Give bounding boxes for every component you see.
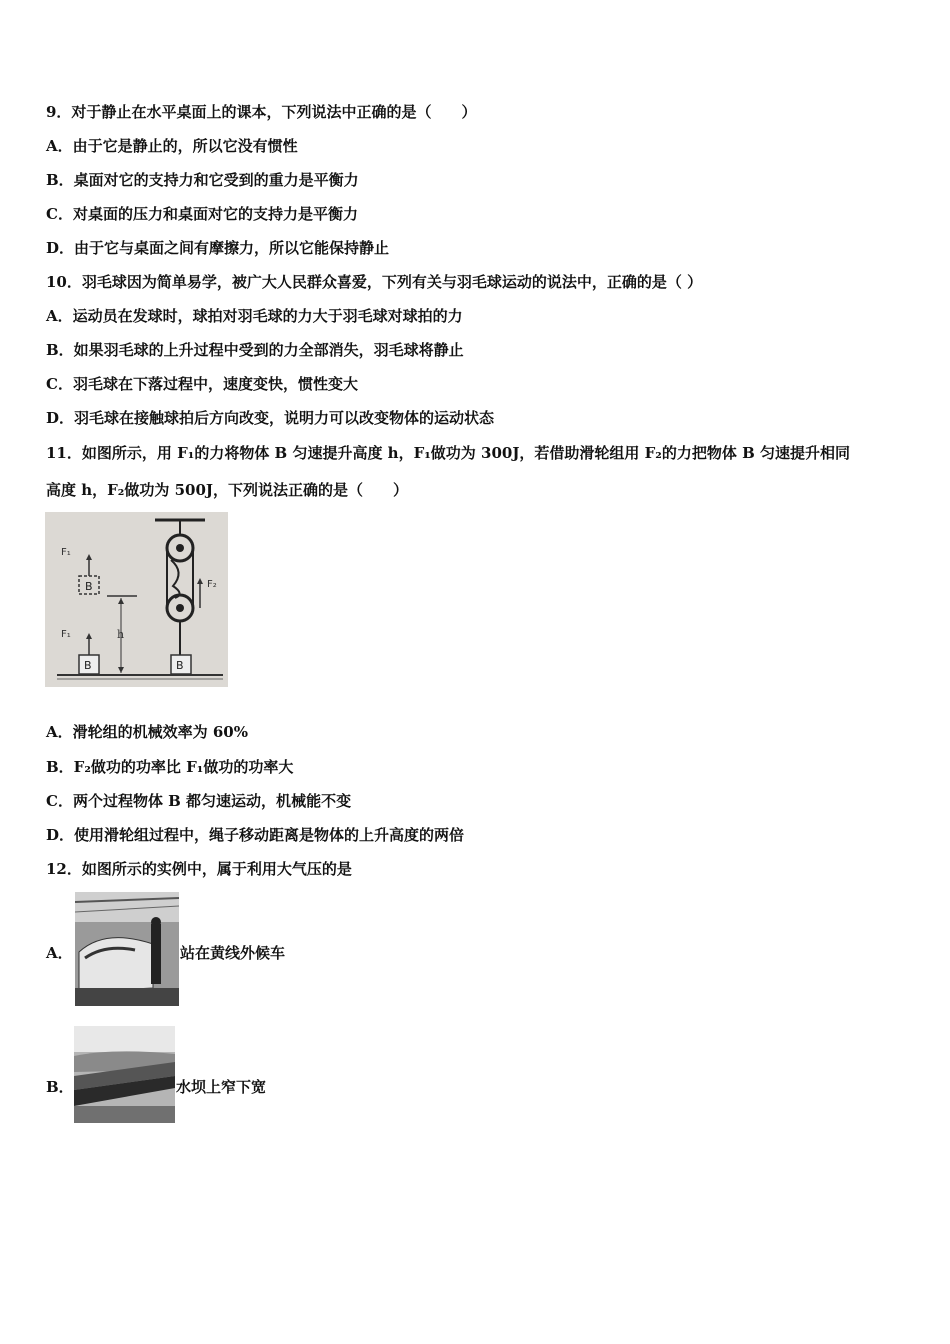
q9-stem: 9．对于静止在水平桌面上的课本，下列说法中正确的是（ ） — [46, 103, 477, 121]
ground-box-left-label: B — [84, 659, 92, 672]
q9-option-c: C．对桌面的压力和桌面对它的支持力是平衡力 — [46, 205, 358, 223]
q12-stem: 12．如图所示的实例中，属于利用大气压的是 — [46, 860, 352, 878]
q10-option-b: B．如果羽毛球的上升过程中受到的力全部消失，羽毛球将静止 — [46, 341, 464, 359]
q9-option-d: D．由于它与桌面之间有摩擦力，所以它能保持静止 — [46, 239, 390, 257]
q9-option-b: B．桌面对它的支持力和它受到的重力是平衡力 — [46, 171, 359, 189]
q10-option-d: D．羽毛球在接触球拍后方向改变，说明力可以改变物体的运动状态 — [46, 409, 495, 427]
q11-option-c: C．两个过程物体 B 都匀速运动，机械能不变 — [46, 792, 352, 810]
q10-stem: 10．羽毛球因为简单易学，被广大人民群众喜爱，下列有关与羽毛球运动的说法中，正确的是（ ） — [46, 273, 703, 291]
q11-option-a: A．滑轮组的机械效率为 60% — [46, 723, 248, 741]
q12-option-a-text: 站在黄线外候车 — [180, 944, 286, 962]
f1-top-label: F₁ — [61, 547, 71, 558]
lifted-box-label: B — [85, 580, 93, 593]
ground-box-right-label: B — [176, 659, 184, 672]
height-label: h — [117, 628, 125, 641]
q10-option-c: C．羽毛球在下落过程中，速度变快，惯性变大 — [46, 375, 358, 393]
f2-label: F₂ — [207, 579, 217, 590]
q11-option-b: B．F₂做功的功率比 F₁做功的功率大 — [46, 758, 294, 776]
q11-stem-line2: 高度 h，F₂做功为 500J，下列说法正确的是（ ） — [46, 481, 408, 499]
dam-photo — [74, 1026, 175, 1123]
q11-stem-line1: 11．如图所示，用 F₁的力将物体 B 匀速提升高度 h，F₁做功为 300J，若借助滑轮组用 F₂的力把物体 B 匀速提升相同 — [46, 444, 850, 462]
pulley-figure — [45, 512, 228, 687]
q9-option-a: A．由于它是静止的，所以它没有惯性 — [46, 137, 298, 155]
f1-bottom-label: F₁ — [61, 629, 71, 640]
train-photo — [75, 892, 179, 1006]
q12-option-a-letter: A． — [46, 944, 73, 962]
q11-option-d: D．使用滑轮组过程中，绳子移动距离是物体的上升高度的两倍 — [46, 826, 465, 844]
q12-option-b-text: 水坝上窄下宽 — [176, 1078, 267, 1096]
pulley-diagram — [45, 512, 228, 687]
q10-option-a: A．运动员在发球时，球拍对羽毛球的力大于羽毛球对球拍的力 — [46, 307, 463, 325]
q12-option-b-letter: B． — [46, 1078, 74, 1096]
